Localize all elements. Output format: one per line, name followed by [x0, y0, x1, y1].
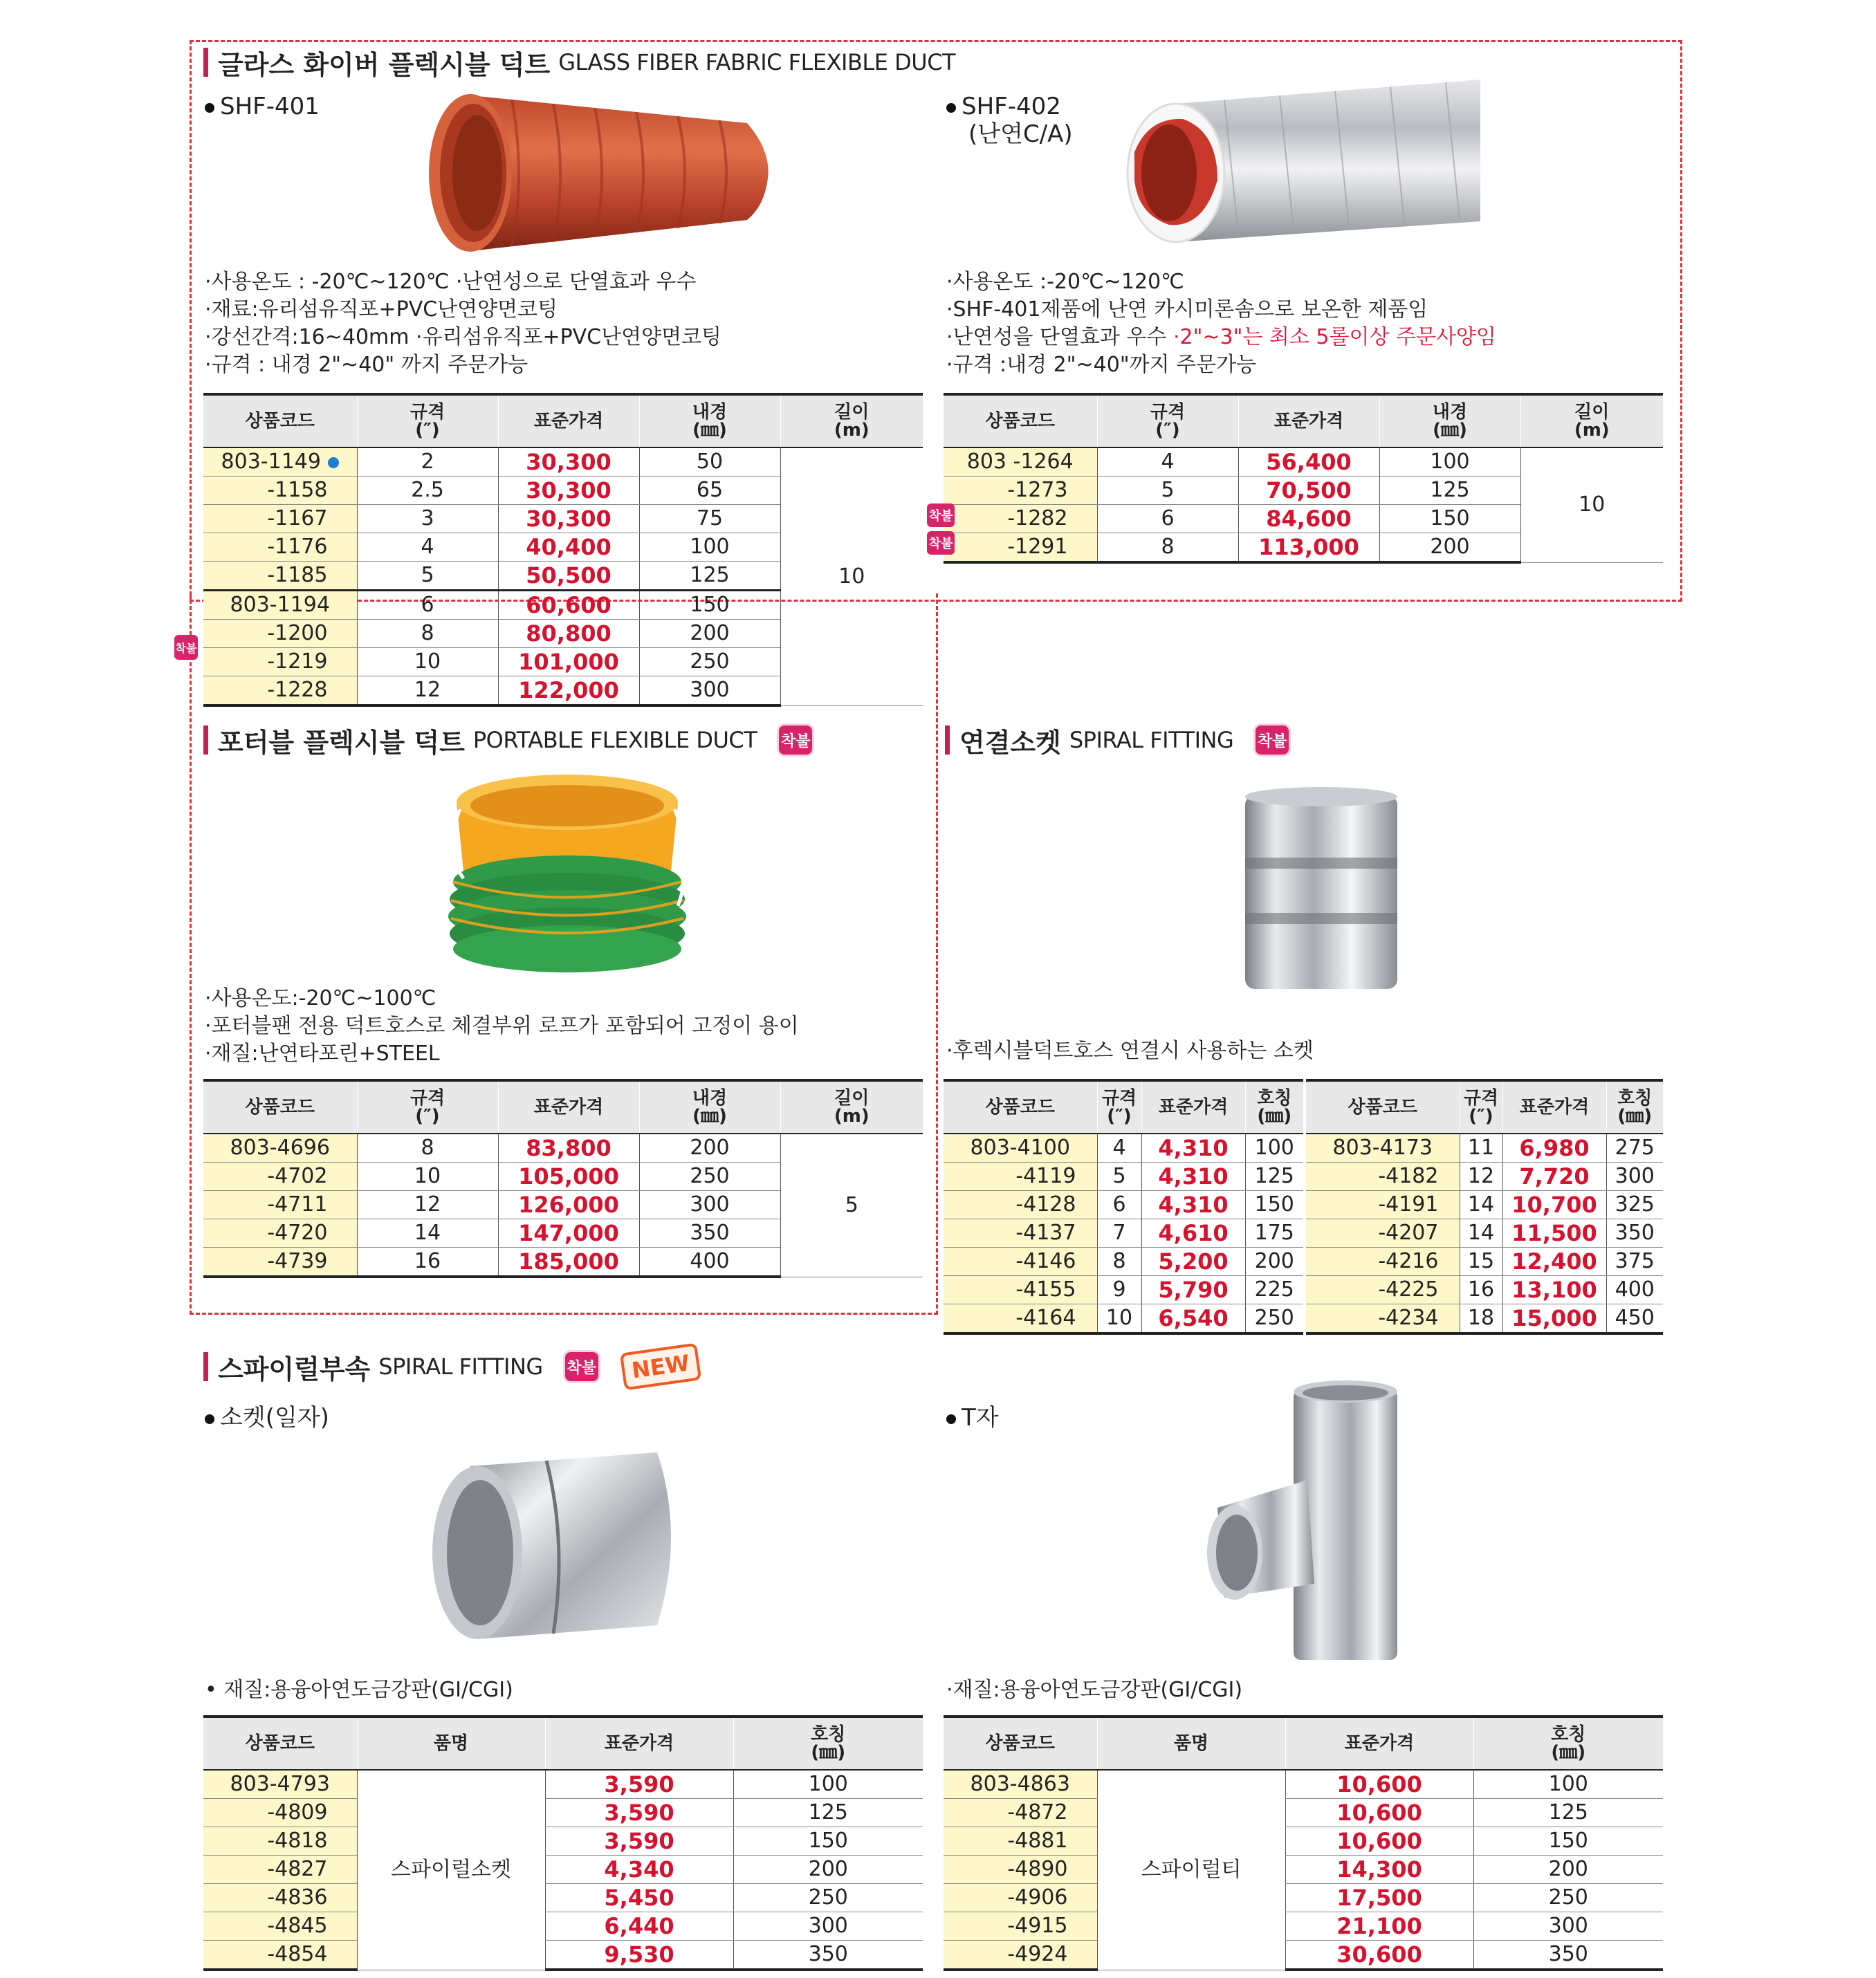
title-ko: 연결소켓: [959, 727, 1061, 758]
col-header-price: 표준가격: [498, 1080, 639, 1134]
portable-desc-2: ·포터블팬 전용 덕트호스로 체결부위 로프가 포함되어 고정이 용이: [205, 1014, 799, 1038]
inner-diameter: 50: [639, 447, 780, 477]
product-code: 803-4863: [944, 1770, 1097, 1799]
inner-diameter: 250: [639, 1163, 780, 1191]
shf401-desc-4: ·규격 : 내경 2"~40" 까지 주문가능: [205, 353, 528, 377]
shf402-desc-3: ·난연성을 단열효과 우수 ·2"~3"는 최소 5롤이상 주문사양임: [946, 325, 1496, 349]
nominal-size: 150: [733, 1827, 923, 1856]
price: 10,600: [1285, 1799, 1473, 1827]
title-en: SPIRAL FITTING: [1069, 727, 1234, 753]
size-inch: 3: [357, 505, 498, 533]
price: 30,300: [498, 477, 639, 505]
straight-desc: • 재질:용융아연도금강판(GI/CGI): [205, 1678, 513, 1702]
bullet-dot: [205, 103, 214, 113]
product-code: 803 -1264: [944, 447, 1097, 477]
product-code: -4128: [944, 1191, 1097, 1219]
product-code: -4809: [203, 1799, 357, 1827]
model-shf401: SHF-401: [205, 93, 320, 120]
col-header-length: 길이 (m): [1520, 394, 1663, 447]
col-header-code: 상품코드: [203, 1717, 357, 1770]
price: 80,800: [498, 620, 639, 648]
product-code: -1273: [944, 477, 1097, 505]
price: 21,100: [1285, 1912, 1473, 1941]
table-row: [203, 1884, 923, 1912]
title-ko: 글라스 화이버 플렉시블 덕트: [218, 49, 551, 80]
price: 60,600: [498, 591, 639, 620]
bullet-dot: [946, 1414, 956, 1424]
size-inch: 6: [1097, 1191, 1141, 1219]
socket-price-table-left: [944, 1079, 1303, 1335]
size-inch: 9: [1097, 1276, 1141, 1304]
product-code: -1282: [944, 505, 1097, 533]
product-code: -4924: [944, 1941, 1097, 1970]
size-inch: 16: [357, 1248, 498, 1277]
inner-diameter: 65: [639, 477, 780, 505]
nominal-size: 200: [733, 1856, 923, 1884]
price: 4,310: [1141, 1191, 1245, 1219]
accent-bar: [203, 1352, 208, 1381]
product-code: -1219: [203, 648, 357, 676]
product-code: -1167: [203, 505, 357, 533]
nominal-size: 350: [1473, 1941, 1663, 1970]
product-code: -4225: [1306, 1276, 1460, 1304]
model-shf402-sub: (난연C/A): [968, 120, 1073, 148]
col-header-code: 상품코드: [944, 1080, 1097, 1134]
product-code: -1291: [944, 533, 1097, 563]
size-inch: 10: [357, 648, 498, 676]
price: 3,590: [545, 1770, 733, 1799]
nominal-size: 200: [1245, 1248, 1303, 1276]
product-code: -4720: [203, 1219, 357, 1248]
price: 101,000: [498, 648, 639, 676]
nominal-size: 300: [1473, 1912, 1663, 1941]
nominal-size: 325: [1606, 1191, 1663, 1219]
tee-price-table: [944, 1715, 1663, 1971]
table-row: [944, 447, 1663, 477]
size-inch: 7: [1097, 1219, 1141, 1248]
col-header-size: 규격 (″): [1460, 1080, 1502, 1134]
col-header-price: 표준가격: [498, 394, 639, 447]
section-title-portable: [203, 723, 812, 757]
connector-socket-image: [1231, 782, 1411, 1003]
nominal-size: 450: [1606, 1304, 1663, 1334]
table-row: [1306, 1304, 1663, 1334]
inner-diameter: 400: [639, 1248, 780, 1277]
size-inch: 18: [1460, 1304, 1502, 1334]
price: 30,300: [498, 505, 639, 533]
accent-bar: [945, 725, 950, 755]
nominal-size: 150: [1473, 1827, 1663, 1856]
socket-price-table-right: [1306, 1079, 1663, 1335]
nominal-size: 375: [1606, 1248, 1663, 1276]
row-badge-1282: 착불: [927, 503, 955, 527]
price: 12,400: [1502, 1248, 1606, 1276]
product-code: -1158: [203, 477, 357, 505]
cod-badge: 착불: [779, 725, 812, 755]
size-inch: 14: [357, 1219, 498, 1248]
inner-diameter: 200: [639, 1134, 780, 1163]
inner-diameter: 100: [1379, 447, 1520, 477]
inner-diameter: 300: [639, 1191, 780, 1219]
section-title-spiral: [203, 1350, 699, 1383]
nominal-size: 200: [1473, 1856, 1663, 1884]
model-shf402: SHF-402: [946, 93, 1061, 120]
length-m: 10: [1520, 447, 1663, 562]
table-row: [944, 1191, 1303, 1219]
table-row: [944, 1134, 1303, 1163]
straight-socket-image: [429, 1439, 699, 1660]
size-inch: 5: [1097, 477, 1238, 505]
inner-diameter: 100: [639, 533, 780, 562]
product-code: -4890: [944, 1856, 1097, 1884]
price: 4,340: [545, 1856, 733, 1884]
col-header-length: 길이 (m): [780, 1080, 923, 1134]
nominal-size: 275: [1606, 1134, 1663, 1163]
min-order-note: ·2"~3"는 최소 5롤이상 주문사양임: [1172, 325, 1496, 349]
product-code: -4845: [203, 1912, 357, 1941]
price: 147,000: [498, 1219, 639, 1248]
table-row: [203, 1134, 923, 1163]
nominal-size: 100: [1473, 1770, 1663, 1799]
product-name: 스파이럴소켓: [357, 1770, 545, 1970]
product-code: -4739: [203, 1248, 357, 1277]
inner-diameter: 200: [639, 620, 780, 648]
price: 17,500: [1285, 1884, 1473, 1912]
product-code: 803-4173: [1306, 1134, 1460, 1163]
nominal-size: 250: [733, 1884, 923, 1912]
col-header-nominal: 호칭 (㎜): [1606, 1080, 1663, 1134]
price: 50,500: [498, 562, 639, 591]
product-code: -4146: [944, 1248, 1097, 1276]
size-inch: 14: [1460, 1219, 1502, 1248]
nominal-size: 250: [1473, 1884, 1663, 1912]
price: 13,100: [1502, 1276, 1606, 1304]
cod-badge: 착불: [565, 1352, 598, 1381]
product-code: -4836: [203, 1884, 357, 1912]
model-tee: T자: [946, 1404, 999, 1432]
price: 4,310: [1141, 1134, 1245, 1163]
product-code: -4915: [944, 1912, 1097, 1941]
shf401-price-table: [203, 393, 923, 707]
shf402-desc-2: ·SHF-401제품에 난연 카시미론솜으로 보온한 제품임: [946, 297, 1428, 322]
row-badge-1291: 착불: [927, 531, 955, 555]
model-straight-socket: 소켓(일자): [205, 1404, 329, 1432]
bullet-dot: [205, 1414, 214, 1424]
table-row: [203, 1799, 923, 1827]
cod-badge: 착불: [1256, 725, 1289, 755]
size-inch: 6: [1097, 505, 1238, 533]
nominal-size: 100: [733, 1770, 923, 1799]
price: 3,590: [545, 1827, 733, 1856]
price: 40,400: [498, 533, 639, 562]
col-header-size: 규격 (″): [357, 1080, 498, 1134]
price: 15,000: [1502, 1304, 1606, 1334]
size-inch: 12: [357, 1191, 498, 1219]
size-inch: 15: [1460, 1248, 1502, 1276]
product-code: -4216: [1306, 1248, 1460, 1276]
tee-fitting-image: [1204, 1376, 1439, 1667]
price: 6,440: [545, 1912, 733, 1941]
table-row: [1306, 1163, 1663, 1191]
table-row: [944, 1856, 1663, 1884]
new-badge: NEW: [619, 1342, 701, 1390]
nominal-size: 250: [1245, 1304, 1303, 1334]
inner-diameter: 150: [1379, 505, 1520, 533]
product-code: 803-4696: [203, 1134, 357, 1163]
col-header-code: 상품코드: [944, 394, 1097, 447]
col-header-dia: 내경 (㎜): [639, 394, 780, 447]
col-header-size: 규격 (″): [357, 394, 498, 447]
product-code: -4119: [944, 1163, 1097, 1191]
shf401-desc-2: ·재료:유리섬유직포+PVC난연양면코팅: [205, 297, 558, 322]
inner-diameter: 300: [639, 676, 780, 706]
section-title-glass: [203, 46, 955, 79]
price: 7,720: [1502, 1163, 1606, 1191]
nominal-size: 125: [1245, 1163, 1303, 1191]
size-inch: 8: [357, 620, 498, 648]
nominal-size: 300: [1606, 1163, 1663, 1191]
product-code: -4906: [944, 1884, 1097, 1912]
product-code: 803-1194: [203, 591, 357, 620]
price: 30,600: [1285, 1941, 1473, 1970]
portable-price-table: [203, 1079, 923, 1278]
inner-diameter: 125: [639, 562, 780, 591]
shf401-desc-1: ·사용온도 : -20℃~120℃ ·난연성으로 단열효과 우수: [205, 270, 697, 294]
col-header-name: 품명: [1097, 1717, 1285, 1770]
table-row: [944, 1163, 1303, 1191]
table-row: [1306, 1276, 1663, 1304]
table-row: [944, 1884, 1663, 1912]
price: 10,600: [1285, 1770, 1473, 1799]
col-header-size: 규격 (″): [1097, 1080, 1141, 1134]
nominal-size: 300: [733, 1912, 923, 1941]
price: 122,000: [498, 676, 639, 706]
col-header-price: 표준가격: [1502, 1080, 1606, 1134]
title-ko: 스파이럴부속: [218, 1353, 371, 1385]
size-inch: 5: [357, 562, 498, 591]
portable-duct-image: [436, 768, 699, 975]
col-header-code: 상품코드: [203, 1080, 357, 1134]
nominal-size: 225: [1245, 1276, 1303, 1304]
price: 56,400: [1238, 447, 1379, 477]
title-ko: 포터블 플렉시블 덕트: [218, 727, 465, 758]
table-row: [203, 1856, 923, 1884]
accent-bar: [203, 48, 208, 77]
size-inch: 2: [357, 447, 498, 477]
product-code: -4818: [203, 1827, 357, 1856]
product-code: -4881: [944, 1827, 1097, 1856]
col-header-code: 상품코드: [203, 394, 357, 447]
product-code: -4854: [203, 1941, 357, 1970]
price: 4,310: [1141, 1163, 1245, 1191]
col-header-nominal: 호칭 (㎜): [1473, 1717, 1663, 1770]
col-header-size: 규격 (″): [1097, 394, 1238, 447]
size-inch: 5: [1097, 1163, 1141, 1191]
bullet-dot: [946, 103, 956, 113]
shf402-desc-1: ·사용온도 :-20℃~120℃: [946, 270, 1184, 294]
size-inch: 4: [1097, 447, 1238, 477]
price: 10,700: [1502, 1191, 1606, 1219]
product-code: -1185: [203, 562, 357, 591]
nominal-size: 400: [1606, 1276, 1663, 1304]
col-header-nominal: 호칭 (㎜): [1245, 1080, 1303, 1134]
price: 126,000: [498, 1191, 639, 1219]
col-header-price: 표준가격: [1141, 1080, 1245, 1134]
nominal-size: 175: [1245, 1219, 1303, 1248]
table-row: [944, 1276, 1303, 1304]
size-inch: 12: [1460, 1163, 1502, 1191]
table-row: [203, 447, 923, 477]
col-header-price: 표준가격: [1285, 1717, 1473, 1770]
size-inch: 6: [357, 591, 498, 620]
price: 105,000: [498, 1163, 639, 1191]
product-name: 스파이럴티: [1097, 1770, 1285, 1970]
size-inch: 4: [1097, 1134, 1141, 1163]
size-inch: 10: [357, 1163, 498, 1191]
size-inch: 2.5: [357, 477, 498, 505]
product-code: -4702: [203, 1163, 357, 1191]
nominal-size: 350: [733, 1941, 923, 1970]
col-header-code: 상품코드: [1306, 1080, 1460, 1134]
side-badge-cod: 착불: [174, 635, 198, 660]
nominal-size: 150: [1245, 1191, 1303, 1219]
table-row: [944, 1941, 1663, 1970]
price: 5,450: [545, 1884, 733, 1912]
size-inch: 10: [1097, 1304, 1141, 1334]
product-code: -4711: [203, 1191, 357, 1219]
col-header-name: 품명: [357, 1717, 545, 1770]
inner-diameter: 150: [639, 591, 780, 620]
shf402-duct-image: [1121, 76, 1480, 249]
table-row: [1306, 1134, 1663, 1163]
table-row: [944, 1248, 1303, 1276]
table-row: [944, 1827, 1663, 1856]
product-code: -1176: [203, 533, 357, 562]
price: 6,980: [1502, 1134, 1606, 1163]
size-inch: 8: [1097, 533, 1238, 563]
col-header-dia: 내경 (㎜): [639, 1080, 780, 1134]
length-m: 5: [780, 1134, 923, 1277]
product-code: -4872: [944, 1799, 1097, 1827]
table-row: [944, 1912, 1663, 1941]
inner-diameter: 250: [639, 648, 780, 676]
price: 9,530: [545, 1941, 733, 1970]
product-code: -4137: [944, 1219, 1097, 1248]
size-inch: 11: [1460, 1134, 1502, 1163]
table-row: [1306, 1219, 1663, 1248]
price: 14,300: [1285, 1856, 1473, 1884]
product-code: -4207: [1306, 1219, 1460, 1248]
product-code: 803-4100: [944, 1134, 1097, 1163]
table-row: [944, 1799, 1663, 1827]
price: 5,790: [1141, 1276, 1245, 1304]
product-code: -4234: [1306, 1304, 1460, 1334]
price: 10,600: [1285, 1827, 1473, 1856]
size-inch: 8: [1097, 1248, 1141, 1276]
inner-diameter: 350: [639, 1219, 780, 1248]
table-row: [944, 1770, 1663, 1799]
product-code: -4164: [944, 1304, 1097, 1334]
size-inch: 4: [357, 533, 498, 562]
table-row: [1306, 1248, 1663, 1276]
socket-desc: ·후렉시블덕트호스 연결시 사용하는 소켓: [946, 1039, 1314, 1063]
price: 84,600: [1238, 505, 1379, 533]
inner-diameter: 125: [1379, 477, 1520, 505]
shf402-desc-4: ·규격 :내경 2"~40"까지 주문가능: [946, 353, 1257, 377]
product-code: -1200: [203, 620, 357, 648]
price: 30,300: [498, 447, 639, 477]
inner-diameter: 200: [1379, 533, 1520, 563]
table-row: [944, 1219, 1303, 1248]
product-code: -4191: [1306, 1191, 1460, 1219]
price: 113,000: [1238, 533, 1379, 563]
nominal-size: 350: [1606, 1219, 1663, 1248]
shf401-duct-image: [422, 82, 782, 261]
size-inch: 12: [357, 676, 498, 706]
title-en: GLASS FIBER FABRIC FLEXIBLE DUCT: [558, 49, 956, 75]
size-inch: 8: [357, 1134, 498, 1163]
table-row: [944, 1304, 1303, 1334]
col-header-dia: 내경 (㎜): [1379, 394, 1520, 447]
accent-bar: [203, 725, 208, 755]
nominal-size: 125: [1473, 1799, 1663, 1827]
price: 83,800: [498, 1134, 639, 1163]
price: 6,540: [1141, 1304, 1245, 1334]
nominal-size: 125: [733, 1799, 923, 1827]
table-row: [203, 1827, 923, 1856]
price: 3,590: [545, 1799, 733, 1827]
table-row: [203, 1912, 923, 1941]
table-row: [203, 1941, 923, 1970]
tee-desc: ·재질:용융아연도금강판(GI/CGI): [946, 1678, 1243, 1702]
title-en: SPIRAL FITTING: [378, 1353, 543, 1380]
product-code: 803-1149: [203, 447, 357, 477]
portable-desc-3: ·재질:난연타포린+STEEL: [205, 1042, 440, 1066]
inner-diameter: 75: [639, 505, 780, 533]
product-code: -4827: [203, 1856, 357, 1884]
product-code: 803-4793: [203, 1770, 357, 1799]
nominal-size: 100: [1245, 1134, 1303, 1163]
col-header-price: 표준가격: [545, 1717, 733, 1770]
col-header-length: 길이 (m): [780, 394, 923, 447]
table-row: [1306, 1191, 1663, 1219]
price: 185,000: [498, 1248, 639, 1277]
shf401-desc-3: ·강선간격:16~40mm ·유리섬유직포+PVC난연양면코팅: [205, 325, 722, 349]
product-code: -4155: [944, 1276, 1097, 1304]
col-header-nominal: 호칭 (㎜): [733, 1717, 923, 1770]
price: 5,200: [1141, 1248, 1245, 1276]
marker-dot-icon: [328, 457, 339, 468]
product-code: -1228: [203, 676, 357, 706]
title-en: PORTABLE FLEXIBLE DUCT: [472, 727, 757, 753]
price: 70,500: [1238, 477, 1379, 505]
price: 11,500: [1502, 1219, 1606, 1248]
length-m: 10: [780, 447, 923, 705]
section-title-socket: [945, 723, 1289, 757]
straight-socket-price-table: [203, 1715, 923, 1971]
product-code: -4182: [1306, 1163, 1460, 1191]
size-inch: 16: [1460, 1276, 1502, 1304]
table-row: [203, 1770, 923, 1799]
shf402-price-table: [944, 393, 1663, 564]
col-header-price: 표준가격: [1238, 394, 1379, 447]
size-inch: 14: [1460, 1191, 1502, 1219]
col-header-code: 상품코드: [944, 1717, 1097, 1770]
portable-desc-1: ·사용온도:-20℃~100℃: [205, 986, 436, 1010]
price: 4,610: [1141, 1219, 1245, 1248]
